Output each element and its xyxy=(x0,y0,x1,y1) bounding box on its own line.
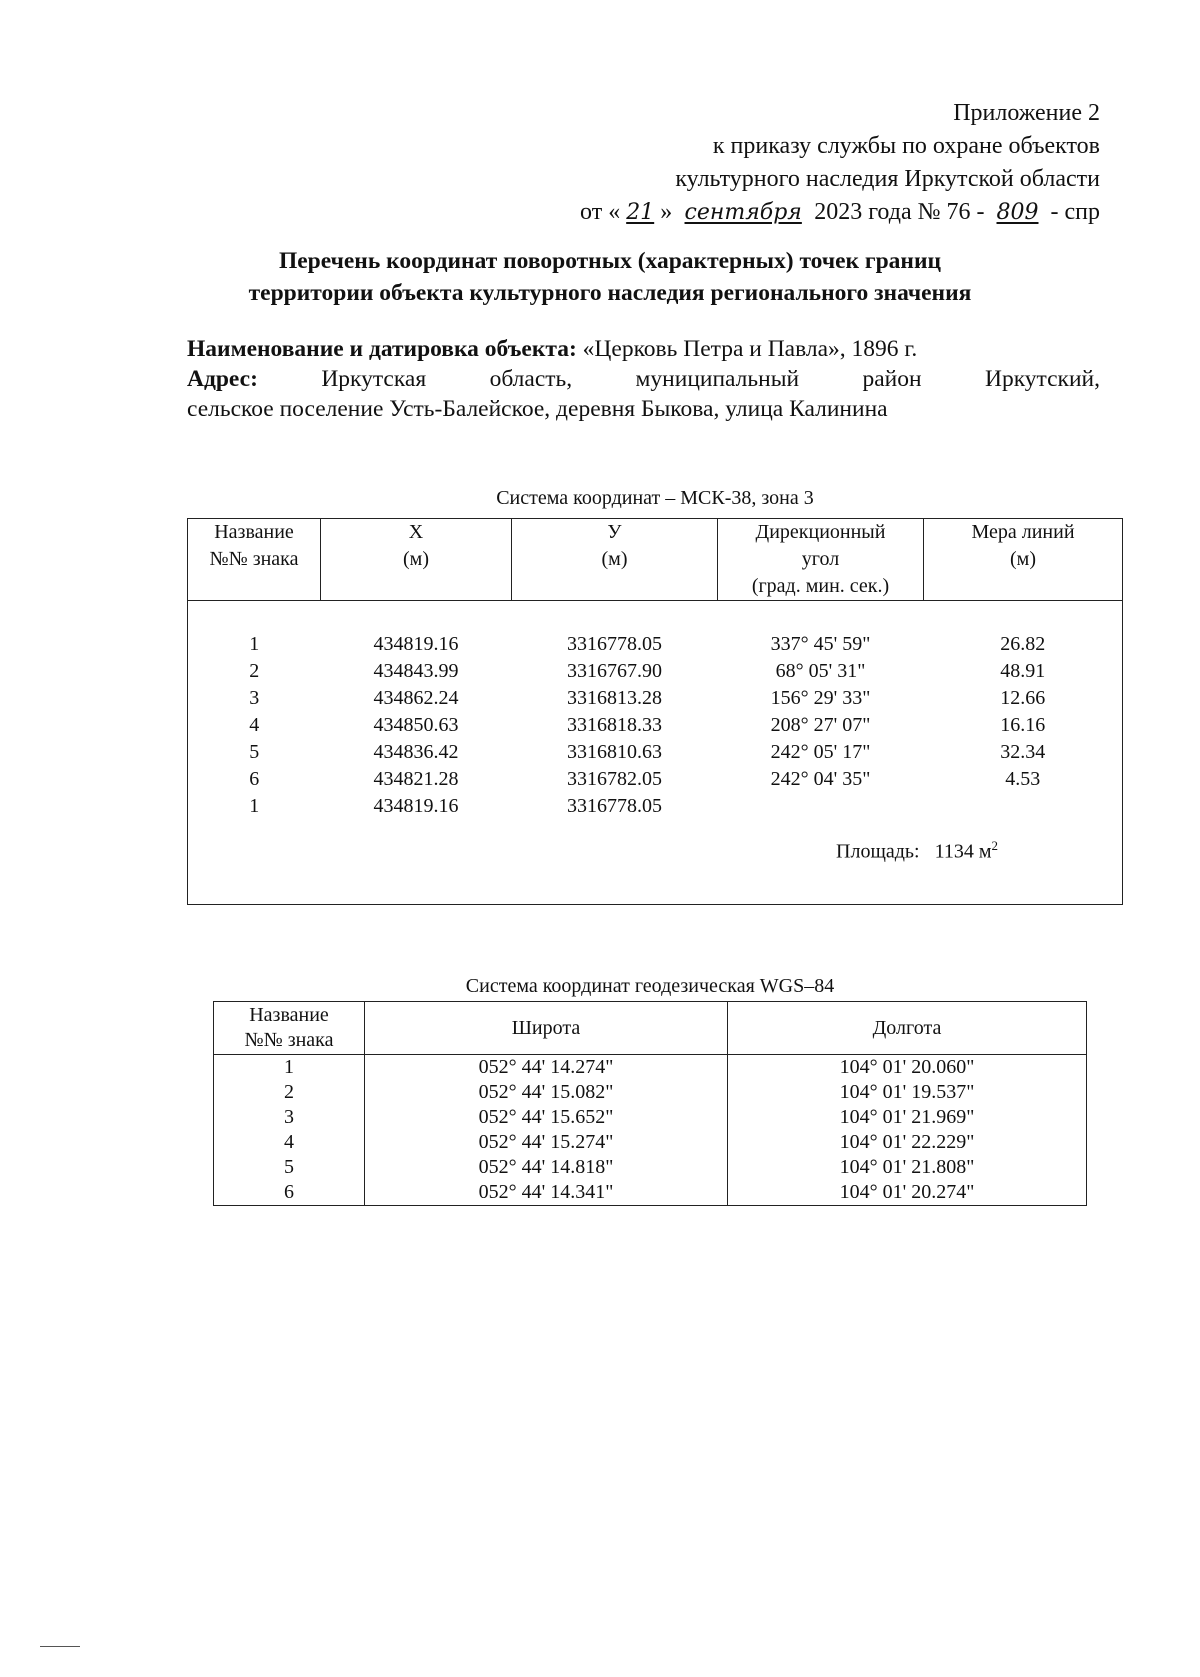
area-value: 1134 м xyxy=(934,840,992,863)
msk-coordinates-table xyxy=(187,518,1123,905)
appendix-title: Приложение 2 xyxy=(953,100,1100,126)
object-name-value: «Церковь Петра и Павла», 1896 г. xyxy=(582,336,918,362)
address-line-2: сельское поселение Усть-Балейское, деревня Быкова, улица Калинина xyxy=(187,396,888,422)
address-word: область, xyxy=(489,366,573,392)
appendix-authority: культурного наследия Иркутской области xyxy=(675,166,1100,192)
table-row: 6 434821.28 3316782.05 242° 04' 35" 4.53 xyxy=(249,768,1041,790)
document-title-line-1: Перечень координат поворотных (характерных) точек границ xyxy=(278,248,942,274)
table-row: 3 052° 44' 15.652" 104° 01' 21.969" xyxy=(214,1105,1087,1130)
table-row: 6 052° 44' 14.341" 104° 01' 20.274" xyxy=(214,1180,1087,1206)
column-header-bearing: Дирекционный угол (град. мин. сек.) xyxy=(718,519,924,601)
address-word: район xyxy=(862,366,922,392)
address-line-1 xyxy=(187,364,1100,394)
table2-caption: Система координат геодезическая WGS–84 xyxy=(465,975,835,997)
appendix-header xyxy=(400,97,1100,229)
table-header-row xyxy=(188,519,1123,601)
object-info xyxy=(187,334,1100,424)
document-title xyxy=(140,245,1080,309)
table-row: 5 052° 44' 14.818" 104° 01' 21.808" xyxy=(214,1155,1087,1180)
order-day: 21 xyxy=(626,200,655,225)
table-row: 1 052° 44' 14.274" 104° 01' 20.060" xyxy=(214,1055,1087,1081)
address-word: муниципальный xyxy=(635,366,800,392)
object-name-line xyxy=(187,334,1100,364)
column-header-point: Название №№ знака xyxy=(214,1002,365,1055)
address-word: Иркутский, xyxy=(984,366,1100,392)
table-row: 1 434819.16 3316778.05 xyxy=(249,795,662,817)
table-row: 2 052° 44' 15.082" 104° 01' 19.537" xyxy=(214,1080,1087,1105)
wgs84-coordinates-table xyxy=(213,1001,1087,1206)
object-name-label: Наименование и датировка объекта: xyxy=(187,336,577,362)
area-row xyxy=(188,820,1123,874)
area-label: Площадь: xyxy=(836,840,920,863)
scan-edge-mark xyxy=(40,1646,80,1647)
table1-caption: Система координат – МСК-38, зона 3 xyxy=(496,487,814,509)
address-label: Адрес: xyxy=(187,366,258,392)
table-header-row xyxy=(214,1002,1087,1055)
document-title-line-2: территории объекта культурного наследия регионального значения xyxy=(248,280,972,306)
table-spacer-row xyxy=(188,874,1123,905)
table-row: 5 434836.42 3316810.63 242° 05' 17" 32.34 xyxy=(249,741,1046,763)
column-header-x: Х (м) xyxy=(321,519,512,601)
appendix-order-ref: к приказу службы по охране объектов xyxy=(712,133,1100,159)
table-row: 3 434862.24 3316813.28 156° 29' 33" 12.66 xyxy=(249,687,1046,709)
table-row: 2 434843.99 3316767.90 68° 05' 31" 48.91 xyxy=(249,660,1046,682)
order-year-text: 2023 года № 76 - xyxy=(814,199,985,225)
column-header-latitude: Широта xyxy=(365,1002,728,1055)
table-row: 4 052° 44' 15.274" 104° 01' 22.229" xyxy=(214,1130,1087,1155)
order-suffix: - спр xyxy=(1050,199,1100,225)
area-unit-superscript: 2 xyxy=(991,838,998,853)
order-month: сентября xyxy=(684,200,802,225)
order-quote-close: » xyxy=(660,199,673,225)
order-date-line xyxy=(400,196,1100,229)
table-row: 1 434819.16 3316778.05 337° 45' 59" 26.82 xyxy=(249,633,1046,655)
column-header-distance: Мера линий (м) xyxy=(924,519,1123,601)
table-spacer-row xyxy=(188,601,1123,632)
column-header-point: Название №№ знака xyxy=(188,519,321,601)
address-word: Иркутская xyxy=(321,366,427,392)
table-row: 4 434850.63 3316818.33 208° 27' 07" 16.16 xyxy=(249,714,1046,736)
column-header-y: У (м) xyxy=(512,519,718,601)
column-header-longitude: Долгота xyxy=(728,1002,1087,1055)
order-prefix: от « xyxy=(580,199,621,225)
order-number: 809 xyxy=(996,200,1039,225)
area-cell xyxy=(188,820,1123,874)
